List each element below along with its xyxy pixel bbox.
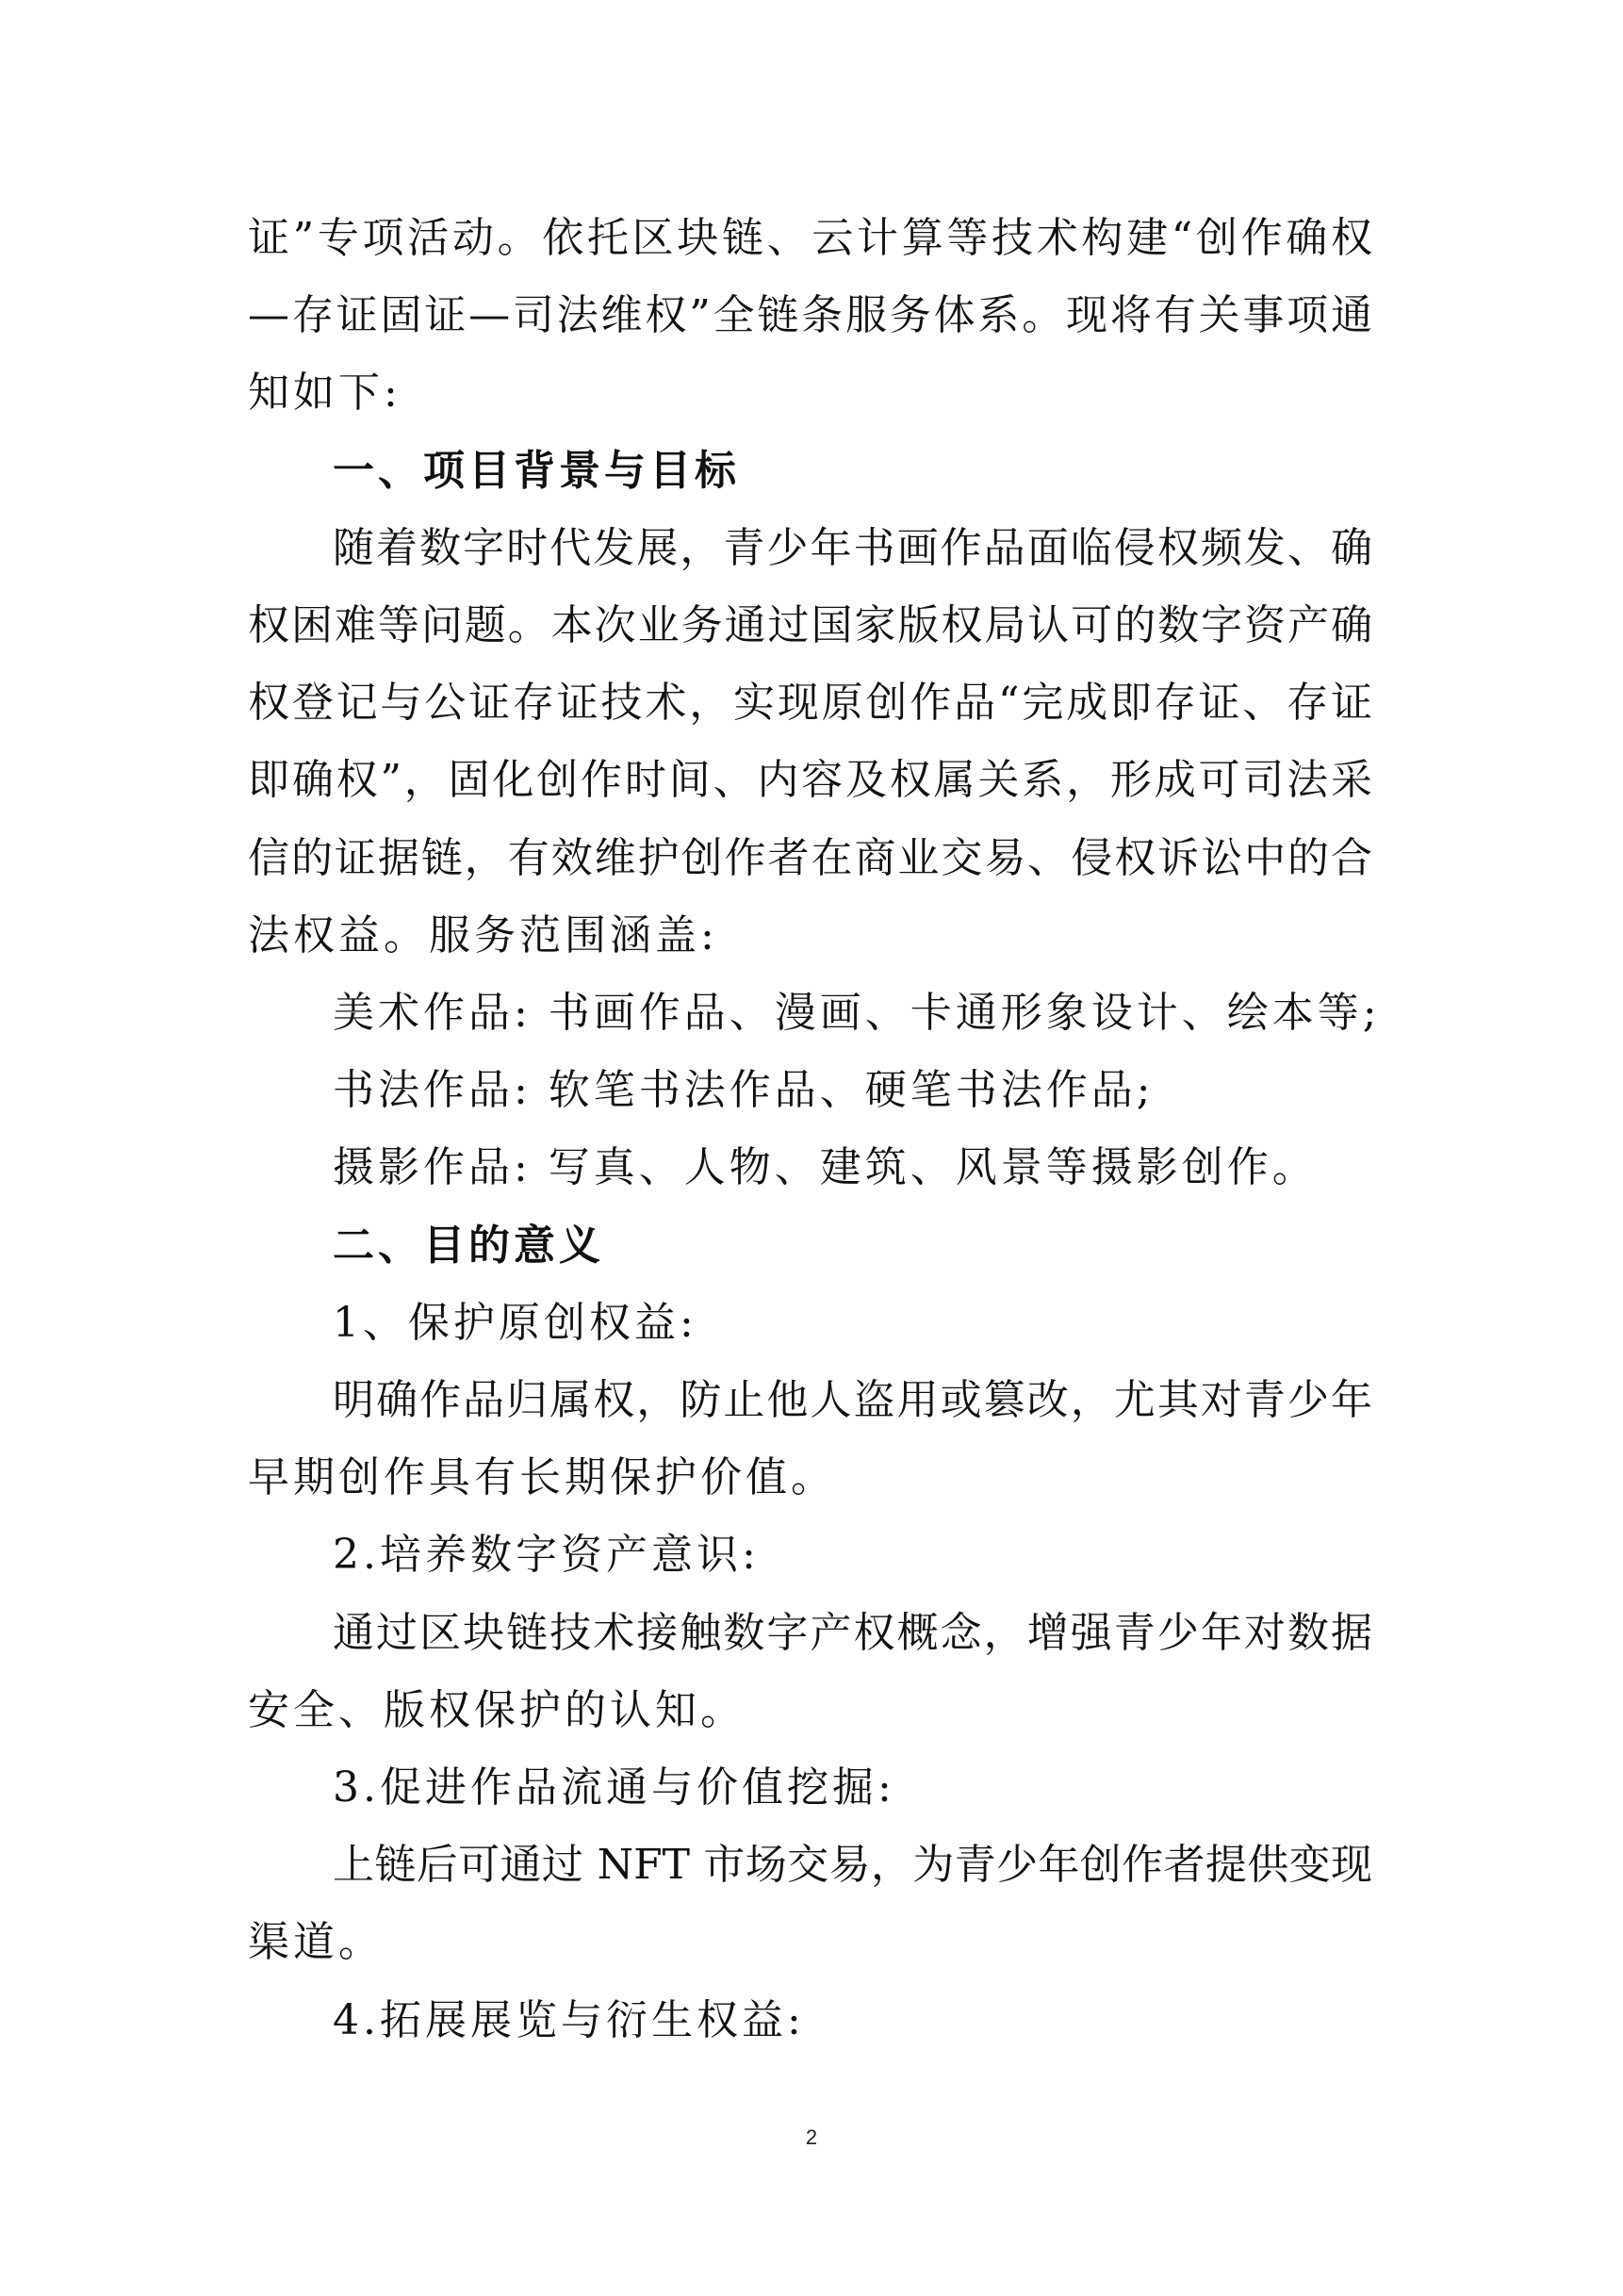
body-text-line: 权登记与公证存证技术，实现原创作品“完成即存证、存证 bbox=[248, 679, 1372, 728]
body-text-line: 信的证据链，有效维护创作者在商业交易、侵权诉讼中的合 bbox=[248, 833, 1372, 882]
body-text-line: 证”专项活动。依托区块链、云计算等技术构建“创作确权 bbox=[248, 214, 1372, 262]
point-title: 1、保护原创权益: bbox=[333, 1298, 697, 1347]
body-text-line: 知如下: bbox=[248, 369, 402, 418]
point-title: 2.培养数字资产意识: bbox=[333, 1531, 760, 1580]
scope-item-photography: 摄影作品: 写真、人物、建筑、风景等摄影创作。 bbox=[333, 1143, 1318, 1192]
body-text-line: 渠道。 bbox=[248, 1918, 384, 1967]
body-text-line: 随着数字时代发展，青少年书画作品面临侵权频发、确 bbox=[333, 523, 1372, 572]
body-text-line: 即确权”，固化创作时间、内容及权属关系，形成可司法采 bbox=[248, 756, 1372, 805]
body-text-line: 早期创作具有长期保护价值。 bbox=[248, 1453, 836, 1502]
body-text-line: —存证固证—司法维权”全链条服务体系。现将有关事项通 bbox=[248, 291, 1372, 340]
page-number: 2 bbox=[805, 2125, 818, 2149]
body-text-line: 上链后可通过 NFT 市场交易，为青少年创作者提供变现 bbox=[333, 1841, 1372, 1890]
body-text-line: 明确作品归属权，防止他人盗用或篡改，尤其对青少年 bbox=[333, 1376, 1372, 1424]
scope-item-calligraphy: 书法作品: 软笔书法作品、硬笔书法作品; bbox=[333, 1066, 1155, 1115]
body-text-line: 权困难等问题。本次业务通过国家版权局认可的数字资产确 bbox=[248, 601, 1372, 649]
section-heading: 二、目的意义 bbox=[333, 1221, 604, 1270]
body-text-line: 法权益。服务范围涵盖: bbox=[248, 910, 718, 959]
point-title: 3.促进作品流通与价值挖掘: bbox=[333, 1763, 895, 1812]
section-heading: 一、项目背景与目标 bbox=[333, 446, 740, 495]
point-title: 4.拓展展览与衍生权益: bbox=[333, 1995, 805, 2044]
body-text-line: 安全、版权保护的认知。 bbox=[248, 1685, 746, 1734]
body-text-line: 通过区块链技术接触数字产权概念，增强青少年对数据 bbox=[333, 1608, 1372, 1657]
scope-item-art: 美术作品: 书画作品、漫画、卡通形象设计、绘本等; bbox=[333, 989, 1381, 1037]
